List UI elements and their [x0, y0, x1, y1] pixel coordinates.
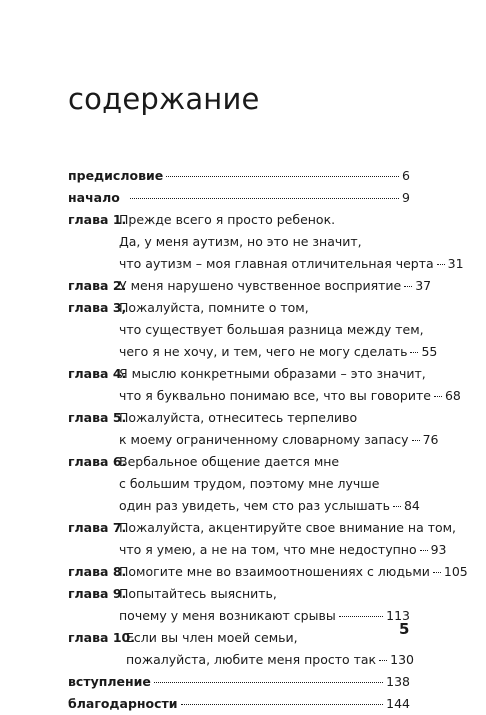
entry-page: 144	[386, 696, 410, 711]
toc-entry	[68, 407, 439, 451]
entry-page: 105	[443, 564, 468, 579]
entry-label: начало	[68, 190, 120, 205]
entry-line: что существует большая разница между тем,	[119, 322, 424, 337]
toc-entry	[68, 583, 410, 627]
toc-entry	[68, 451, 420, 517]
toc-title: содержание	[68, 82, 260, 116]
entry-label: глава 10.	[68, 630, 135, 645]
entry-line: что я умею, а не на том, что мне недоступно	[119, 542, 417, 557]
entry-label: вступление	[68, 674, 151, 689]
entry-line: что аутизм – моя главная отличительная черта	[119, 256, 434, 271]
toc-entry	[68, 187, 410, 209]
entry-line: Прежде всего я просто ребенок.	[119, 212, 336, 227]
toc-entry	[68, 561, 468, 583]
dot-leader	[420, 550, 428, 551]
entry-page: 6	[402, 168, 410, 183]
entry-page: 76	[422, 432, 439, 447]
entry-label: глава 5.	[68, 410, 127, 425]
entry-label: предисловие	[68, 168, 164, 183]
entry-line: У меня нарушено чувственное восприятие	[119, 278, 402, 293]
entry-page: 84	[403, 498, 420, 513]
dot-leader	[166, 176, 399, 177]
toc-entry	[68, 165, 410, 187]
entry-page: 9	[402, 190, 410, 205]
entry-page: 68	[444, 388, 461, 403]
dot-leader	[339, 616, 383, 617]
entry-label: глава 2.	[68, 278, 127, 293]
entry-line: Пожалуйста, акцентируйте свое внимание на том,	[119, 520, 457, 535]
entry-label: глава 6.	[68, 454, 127, 469]
entry-line: Вербальное общение дается мне	[119, 454, 340, 469]
toc-entry	[68, 671, 410, 693]
entry-label: глава 8.	[68, 564, 127, 579]
toc-entry	[68, 275, 432, 297]
entry-line: Если вы член моей семьи,	[126, 630, 298, 645]
dot-leader	[433, 572, 441, 573]
toc-entry	[68, 693, 410, 715]
dot-leader	[437, 264, 445, 265]
toc-entry	[68, 209, 464, 275]
dot-leader	[434, 396, 442, 397]
entry-line: пожалуйста, любите меня просто так	[126, 652, 377, 667]
dot-leader	[410, 352, 418, 353]
entry-label: глава 4.	[68, 366, 127, 381]
entry-line: почему у меня возникают срывы	[119, 608, 336, 623]
entry-line: Да, у меня аутизм, но это не значит,	[119, 234, 362, 249]
dot-leader	[393, 506, 401, 507]
dot-leader	[181, 704, 384, 705]
entry-label: глава 7.	[68, 520, 127, 535]
dot-leader	[154, 682, 383, 683]
entry-label: благодарности	[68, 696, 178, 711]
entry-line: с большим трудом, поэтому мне лучше	[119, 476, 380, 491]
entry-line: к моему ограниченному словарному запасу	[119, 432, 409, 447]
dot-leader	[412, 440, 420, 441]
entry-page: 55	[421, 344, 438, 359]
entry-page: 130	[390, 652, 414, 667]
entry-page: 93	[430, 542, 447, 557]
entry-line: Пожалуйста, помните о том,	[119, 300, 309, 315]
entry-page: 31	[447, 256, 464, 271]
entry-line: чего я не хочу, и тем, чего не могу сделать	[119, 344, 408, 359]
entry-page: 113	[386, 608, 410, 623]
dot-leader	[130, 198, 399, 199]
dot-leader	[404, 286, 412, 287]
toc-entry	[68, 517, 457, 561]
entry-line: один раз увидеть, чем сто раз услышать	[119, 498, 390, 513]
page-number: 5	[399, 620, 410, 638]
toc-entry	[68, 297, 438, 363]
entry-label: глава 1.	[68, 212, 127, 227]
entry-line: Пожалуйста, отнеситесь терпеливо	[119, 410, 358, 425]
entry-line: Помогите мне во взаимоотношениях с людьми	[119, 564, 430, 579]
toc-entry	[68, 363, 461, 407]
entry-page: 138	[386, 674, 410, 689]
entry-line: что я буквально понимаю все, что вы говорите	[119, 388, 431, 403]
entry-line: Попытайтесь выяснить,	[119, 586, 277, 601]
entry-line: Я мыслю конкретными образами – это значит,	[119, 366, 426, 381]
table-of-contents	[68, 165, 468, 715]
entry-label: глава 3,	[68, 300, 127, 315]
toc-entry	[68, 627, 414, 671]
entry-label: глава 9.	[68, 586, 127, 601]
entry-page: 37	[415, 278, 432, 293]
dot-leader	[379, 660, 387, 661]
